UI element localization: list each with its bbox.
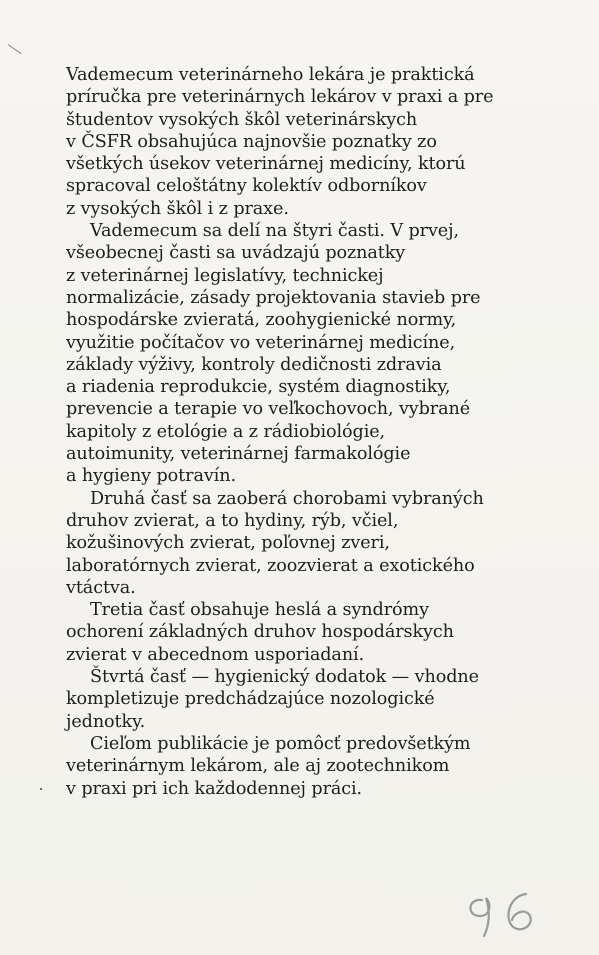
annotation-text bbox=[66, 64, 566, 800]
text-line: druhov zvierat, a to hydiny, rýb, včiel, bbox=[66, 510, 399, 531]
handwritten-page-number bbox=[460, 880, 560, 940]
text-line: využitie počítačov vo veterinárnej medicíne, bbox=[66, 332, 456, 353]
text-line: Vademecum veterinárneho lekára je praktická bbox=[66, 65, 475, 85]
paragraph-parts bbox=[66, 220, 566, 488]
text-line: všetkých úsekov veterinárnej medicíny, ktorú bbox=[66, 154, 466, 175]
text-line: zvierat v abecednom usporiadaní. bbox=[66, 644, 365, 665]
text-line: základy výživy, kontroly dedičnosti zdravia bbox=[66, 354, 442, 375]
text-line: Vademecum sa delí na štyri časti. V prvej, bbox=[90, 221, 459, 242]
paragraph-fourth-part bbox=[66, 666, 566, 733]
text-line: autoimunity, veterinárnej farmakológie bbox=[66, 444, 411, 465]
text-line: kompletizuje predchádzajúce nozologické bbox=[66, 689, 435, 710]
text-line: príručka pre veterinárnych lekárov v praxi a pre bbox=[66, 87, 494, 108]
text-line: a hygieny potravín. bbox=[66, 466, 236, 487]
text-line: Tretia časť obsahuje heslá a syndrómy bbox=[90, 600, 429, 621]
text-line: spracoval celoštátny kolektív odborníkov bbox=[66, 176, 427, 197]
paragraph-intro bbox=[66, 64, 566, 220]
text-line: laboratórnych zvierat, zoozvierat a exotického bbox=[66, 555, 475, 576]
text-line: v praxi pri ich každodennej práci. bbox=[66, 778, 363, 799]
text-line: normalizácie, zásady projektovania stavieb pre bbox=[66, 287, 481, 308]
text-line: Štvrtá časť — hygienický dodatok — vhodne bbox=[90, 667, 479, 688]
text-line: v ČSFR obsahujúca najnovšie poznatky zo bbox=[66, 131, 437, 152]
text-line: veterinárnym lekárom, ale aj zootechnikom bbox=[66, 756, 450, 777]
margin-dot-mark bbox=[40, 788, 42, 790]
text-line: prevencie a terapie vo veľkochovoch, vybrané bbox=[66, 399, 471, 420]
text-line: ochorení základných druhov hospodárskych bbox=[66, 622, 454, 643]
text-line: vtáctva. bbox=[66, 577, 136, 598]
paragraph-third-part bbox=[66, 599, 566, 666]
text-line: hospodárske zvieratá, zoohygienické normy, bbox=[66, 310, 457, 331]
text-line: Druhá časť sa zaoberá chorobami vybraných bbox=[90, 488, 484, 509]
margin-pencil-mark bbox=[8, 44, 22, 54]
paragraph-aim bbox=[66, 733, 566, 800]
text-line: z veterinárnej legislatívy, technickej bbox=[66, 265, 384, 286]
text-line: z vysokých škôl i z praxe. bbox=[66, 198, 289, 219]
text-line: kožušinových zvierat, poľovnej zveri, bbox=[66, 533, 390, 554]
text-line: študentov vysokých škôl veterinárskych bbox=[66, 109, 418, 130]
text-line: jednotky. bbox=[66, 711, 146, 732]
text-line: kapitoly z etológie a z rádiobiológie, bbox=[66, 421, 386, 442]
paragraph-second-part bbox=[66, 488, 566, 599]
text-line: všeobecnej časti sa uvádzajú poznatky bbox=[66, 243, 406, 264]
text-line: Cieľom publikácie je pomôcť predovšetkým bbox=[90, 733, 471, 754]
text-line: a riadenia reprodukcie, systém diagnostiky, bbox=[66, 377, 451, 398]
